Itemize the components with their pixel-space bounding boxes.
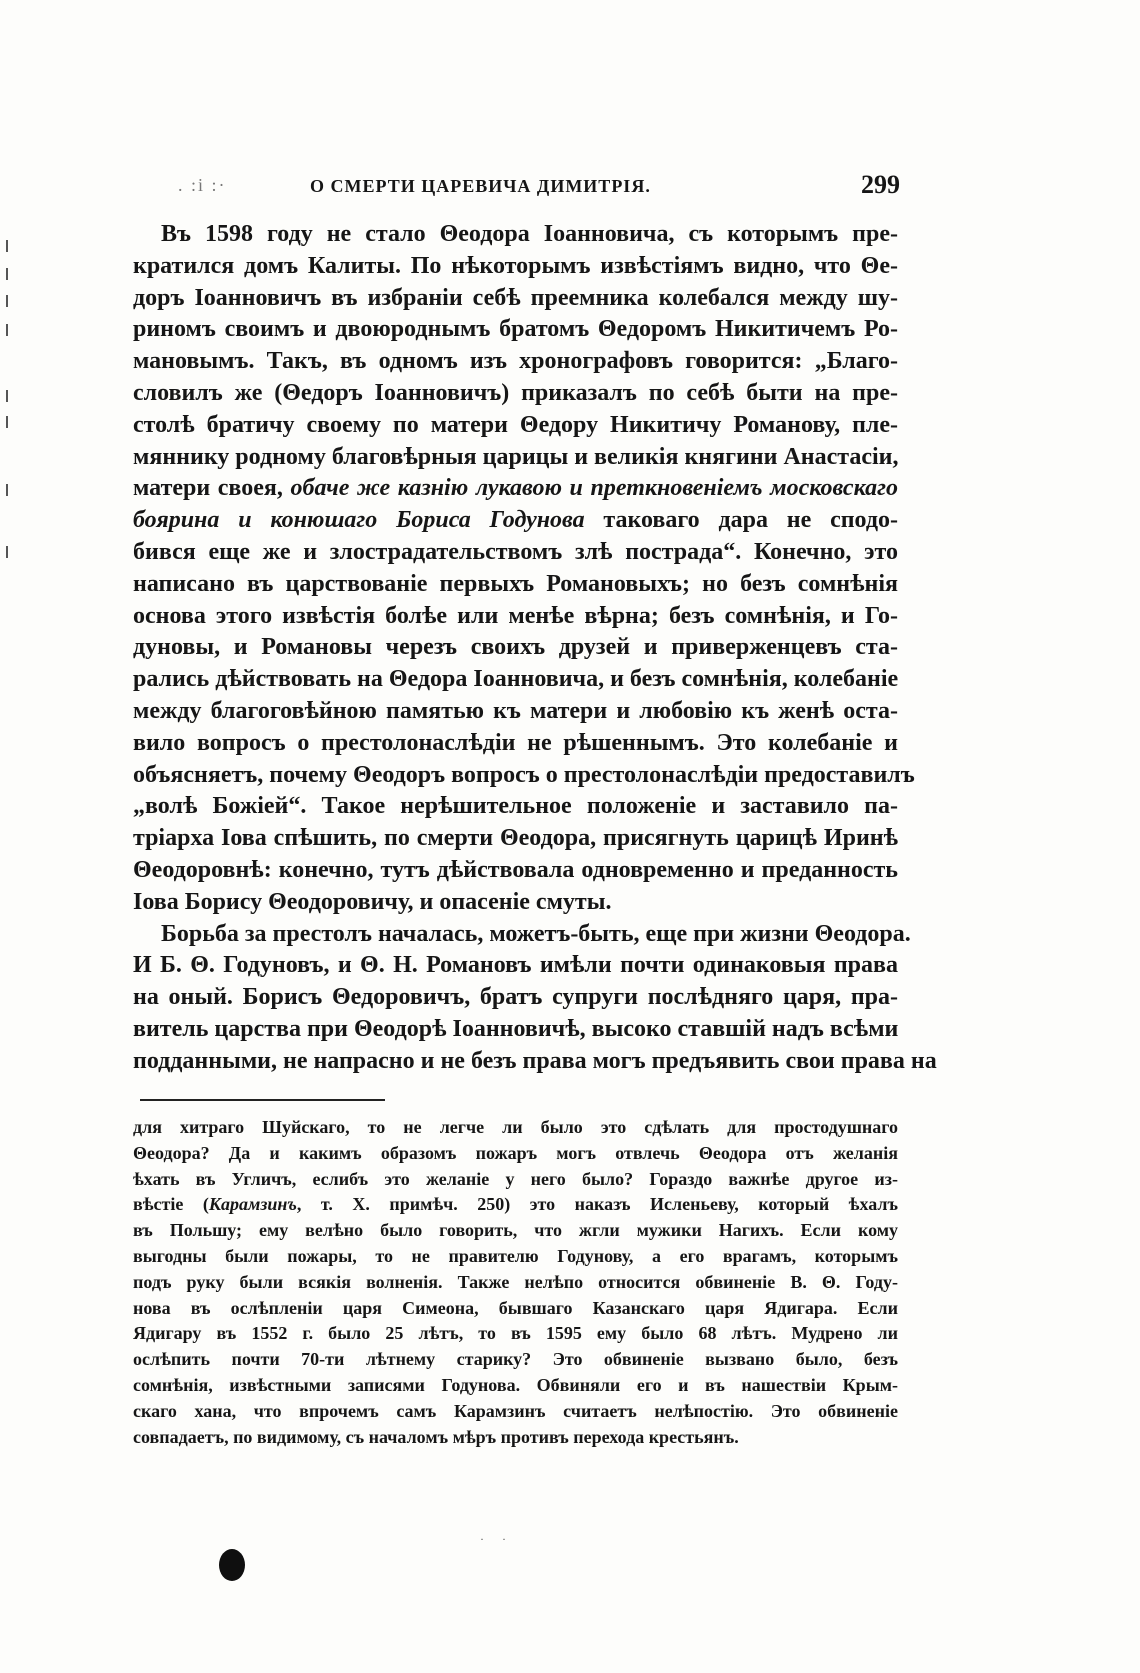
text-line (133, 505, 898, 537)
italic-quote: боярина и конюшаго Бориса Годунова (133, 507, 585, 534)
footnote-line (133, 1192, 898, 1218)
footnote-line: въ Польшу; ему велѣно было говорить, что жгли мужики Нагихъ. Если кому (133, 1220, 898, 1241)
text-line: Въ 1598 году не стало Θеодора Іоанновича, съ которымъ пре- (161, 221, 898, 247)
text-line: словилъ же (Θедоръ Іоанновичъ) приказалъ по себѣ быти на пре- (133, 379, 898, 406)
page-number: 299 (861, 170, 900, 199)
text-segment: таковаго дара не сподо- (584, 507, 898, 534)
footnote-line: скаго хана, что впрочемъ самъ Карамзинъ считаетъ нелѣпостію. Это обвиненіе (133, 1400, 898, 1421)
text-line: вило вопросъ о престолонаслѣдіи не рѣшеннымъ. Это колебаніе и (133, 729, 898, 756)
running-header (160, 170, 900, 210)
text-line: объясняетъ, почему Θеодоръ вопросъ о престолонаслѣдіи предоставилъ (133, 761, 915, 788)
text-line: написано въ царствованіе первыхъ Романовыхъ; но безъ сомнѣнія (133, 570, 898, 597)
text-line: Іова Борису Θеодоровичу, и опасеніе смуты. (133, 888, 612, 915)
main-text (133, 219, 937, 1078)
text-line: бився еще же и злострадательствомъ злѣ пострада“. Конечно, это (133, 538, 898, 565)
footnote-line: совпадаетъ, по видимому, съ началомъ мѣръ противъ перехода крестьянъ. (133, 1426, 739, 1447)
ink-blot (219, 1549, 245, 1581)
footnote-line: нова въ ослѣпленіи царя Симеона, бывшаго Казанскаго царя Ядигара. Если (133, 1297, 898, 1318)
text-line: доръ Іоанновичъ въ избраніи себѣ преемника колебался между шу- (133, 284, 898, 311)
text-line: Борьба за престолъ началась, можетъ-быть, еще при жизни Θеодора. (161, 920, 911, 947)
text-line: И Б. Θ. Годуновъ, и Θ. Н. Романовъ имѣли почти одинаковыя права (133, 952, 898, 979)
text-line: подданными, не напрасно и не безъ права могъ предъявить свои права на (133, 1047, 937, 1074)
running-title: О СМЕРТИ ЦАРЕВИЧА ДИМИТРІЯ. (310, 176, 651, 196)
text-line: рались дѣйствовать на Θедора Іоанновича, и безъ сомнѣнія, колебаніе (133, 666, 899, 693)
text-segment: , т. X. примѣч. 250) это наказъ Исленьеву, который ѣхалъ (296, 1194, 898, 1215)
footnote-line: Θеодора? Да и какимъ образомъ пожаръ могъ отвлечь Θеодора отъ желанія (133, 1142, 898, 1163)
text-line: мановымъ. Такъ, въ одномъ изъ хронографовъ говорится: „Благо- (133, 348, 898, 375)
text-segment: матери своея, (133, 475, 291, 502)
text-line: витель царства при Θеодорѣ Іоанновичѣ, высоко ставшій надъ всѣми (133, 1015, 899, 1042)
footnote-line: подъ руку были всякія волненія. Также нелѣпо относится обвиненіе В. Θ. Году- (133, 1271, 898, 1292)
text-line: основа этого извѣстія болѣе или менѣе вѣрна; безъ сомнѣнія, и Го- (133, 602, 898, 629)
footnote-line: сомнѣнія, извѣстными записями Годунова. Обвиняли его и въ нашествіи Крым- (133, 1374, 898, 1395)
italic-citation: Карамзинъ (208, 1194, 297, 1215)
margin-marks (0, 240, 20, 560)
text-line: мяннику родному благовѣрныя царицы и великія княгини Анастасіи, (133, 443, 899, 470)
footnote-line: выгодны были пожары, то не правителю Годунову, а его врагамъ, которымъ (133, 1245, 898, 1266)
header-marks: . :i :· (178, 175, 227, 195)
text-line: риномъ своимъ и двоюроднымъ братомъ Θедоромъ Никитичемъ Ро- (133, 316, 898, 343)
footnote-rule (140, 1099, 385, 1101)
text-line: Θеодоровнѣ: конечно, тутъ дѣйствовала одновременно и преданность (133, 856, 898, 883)
text-line: дуновы, и Романовы черезъ своихъ друзей и приверженцевъ ста- (133, 634, 898, 661)
text-segment: вѣстіе ( (133, 1194, 209, 1215)
ink-specks: · · (480, 1532, 506, 1546)
text-line: на оный. Борисъ Θедоровичъ, братъ супруги послѣдняго царя, пра- (133, 984, 898, 1011)
text-line: тріарха Іова спѣшить, по смерти Θеодора, присягнуть царицѣ Иринѣ (133, 825, 898, 852)
text-line (133, 473, 898, 505)
text-line: „волѣ Божіей“. Такое нерѣшительное положеніе и заставило па- (133, 793, 898, 820)
footnote-line: для хитраго Шуйскаго, то не легче ли было это сдѣлать для простодушнаго (133, 1117, 898, 1137)
footnote-line: ослѣпить почти 70-ти лѣтнему старику? Это обвиненіе вызвано было, безъ (133, 1349, 898, 1370)
footnote-text (133, 1115, 898, 1450)
text-line: кратился домъ Калиты. По нѣкоторымъ извѣстіямъ видно, что Θе- (133, 252, 898, 279)
italic-quote: обаче же казнію лукавою и преткновеніемъ московскаго (290, 475, 898, 502)
text-line: между благоговѣйною памятью къ матери и любовію къ женѣ оста- (133, 697, 898, 724)
footnote-line: Ядигару въ 1552 г. было 25 лѣтъ, то въ 1595 ему было 68 лѣтъ. Мудрено ли (133, 1323, 898, 1344)
footnote-line: ѣхать въ Угличъ, еслибъ это желаніе у него было? Гораздо важнѣе другое из- (133, 1168, 898, 1189)
text-line: столѣ братичу своему по матери Θедору Никитичу Романову, пле- (133, 411, 898, 438)
